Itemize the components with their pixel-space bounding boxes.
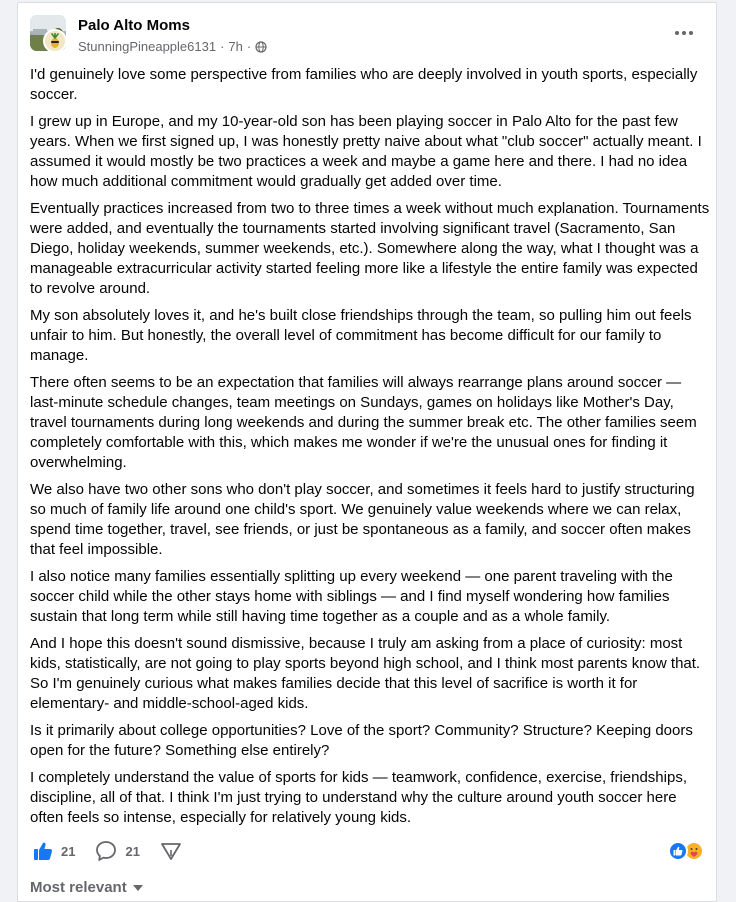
- post-card: [17, 2, 717, 902]
- action-bar: [33, 839, 202, 863]
- comment-button[interactable]: [95, 840, 139, 862]
- post-paragraph: And I hope this doesn't sound dismissive, because I truly am asking from a place of curiosity: most kids, statistically, are not going to play sports beyond high school, and I think most parents know that. So I'm genuinely curious what makes families decide that this level of sacrifice is worth it for elementary- and middle-school-aged kids.: [30, 635, 701, 712]
- avatar[interactable]: [30, 15, 66, 51]
- comment-sort-dropdown[interactable]: [30, 879, 143, 896]
- like-button[interactable]: [33, 841, 75, 861]
- post-paragraph: Eventually practices increased from two to three times a week without much explanation. Tournaments were added, and eventually the tournaments started involving significant travel (Sacramento, San Diego, holiday weekends, summer weekends, etc.). Somewhere along the way, what I thought was a manageable extracurricular activity started feeling more like a lifestyle the entire family was expected to revolve around.: [30, 200, 710, 297]
- post-meta: [78, 39, 267, 54]
- group-name[interactable]: Palo Alto Moms: [78, 17, 190, 34]
- chevron-down-icon: [133, 885, 143, 891]
- like-count: 21: [61, 843, 76, 859]
- post-paragraph: I grew up in Europe, and my 10-year-old son has been playing soccer in Palo Alto for the past few years. When we first signed up, I was honestly pretty naive about what "club soccer" actually meant. I assumed it would mostly be two practices a week and maybe a game here and there. I had no idea how much additional commitment would gradually get added over time.: [30, 113, 702, 190]
- more-icon: [675, 31, 679, 35]
- post-paragraph: I'd genuinely love some perspective from families who are deeply involved in youth sports, especially soccer.: [30, 66, 698, 103]
- post-paragraph: Is it primarily about college opportunities? Love of the sport? Community? Structure? Keeping doors open for the future? Something else entirely?: [30, 722, 693, 759]
- comment-icon: [95, 840, 117, 862]
- more-options-button[interactable]: [672, 25, 696, 41]
- post-time[interactable]: 7h: [228, 39, 243, 54]
- like-reaction-icon: [668, 841, 688, 861]
- author-name[interactable]: StunningPineapple6131: [78, 39, 217, 54]
- sort-label: Most relevant: [30, 879, 127, 896]
- meta-separator: ·: [220, 39, 225, 54]
- globe-icon: [255, 41, 267, 53]
- comment-count: 21: [125, 843, 140, 859]
- reaction-summary[interactable]: [668, 841, 704, 861]
- post-header: [30, 15, 704, 57]
- post-paragraph: I completely understand the value of sports for kids — teamwork, confidence, exercise, friendships, discipline, all of that. I think I'm just trying to understand why the culture around youth soccer here often feels so intense, especially for relatively young kids.: [30, 769, 687, 826]
- downvote-icon: [160, 840, 182, 862]
- thumbs-up-icon: [33, 841, 53, 861]
- post-paragraph: I also notice many families essentially splitting up every weekend — one parent traveling with the soccer child while the other stays home with siblings — and I find myself wondering how families sustain that long term while still having time together as a couple and as a whole family.: [30, 568, 673, 625]
- post-body: [30, 65, 710, 835]
- post-paragraph: My son absolutely loves it, and he's built close friendships through the team, so pulling him out feels unfair to him. But honestly, the overall level of commitment has become difficult for our family to manage.: [30, 307, 692, 364]
- user-avatar[interactable]: [43, 29, 67, 53]
- meta-separator: ·: [246, 39, 252, 54]
- downvote-button[interactable]: [160, 840, 182, 862]
- post-paragraph: There often seems to be an expectation that families will always rearrange plans around soccer — last-minute schedule changes, team meetings on Sundays, games on holidays like Mother's Day, travel tournaments during long weekends and during the summer break etc. The other families seem completely comfortable with this, which makes me wonder if we're the unusual ones for finding it overwhelming.: [30, 374, 697, 471]
- post-paragraph: We also have two other sons who don't play soccer, and sometimes it feels hard to justify structuring so much of family life around one child's sport. We genuinely value weekends where we can relax, spend time together, travel, see friends, or just be spontaneous as a family, and soccer often makes that feel impossible.: [30, 481, 695, 558]
- pineapple-icon: [47, 33, 63, 49]
